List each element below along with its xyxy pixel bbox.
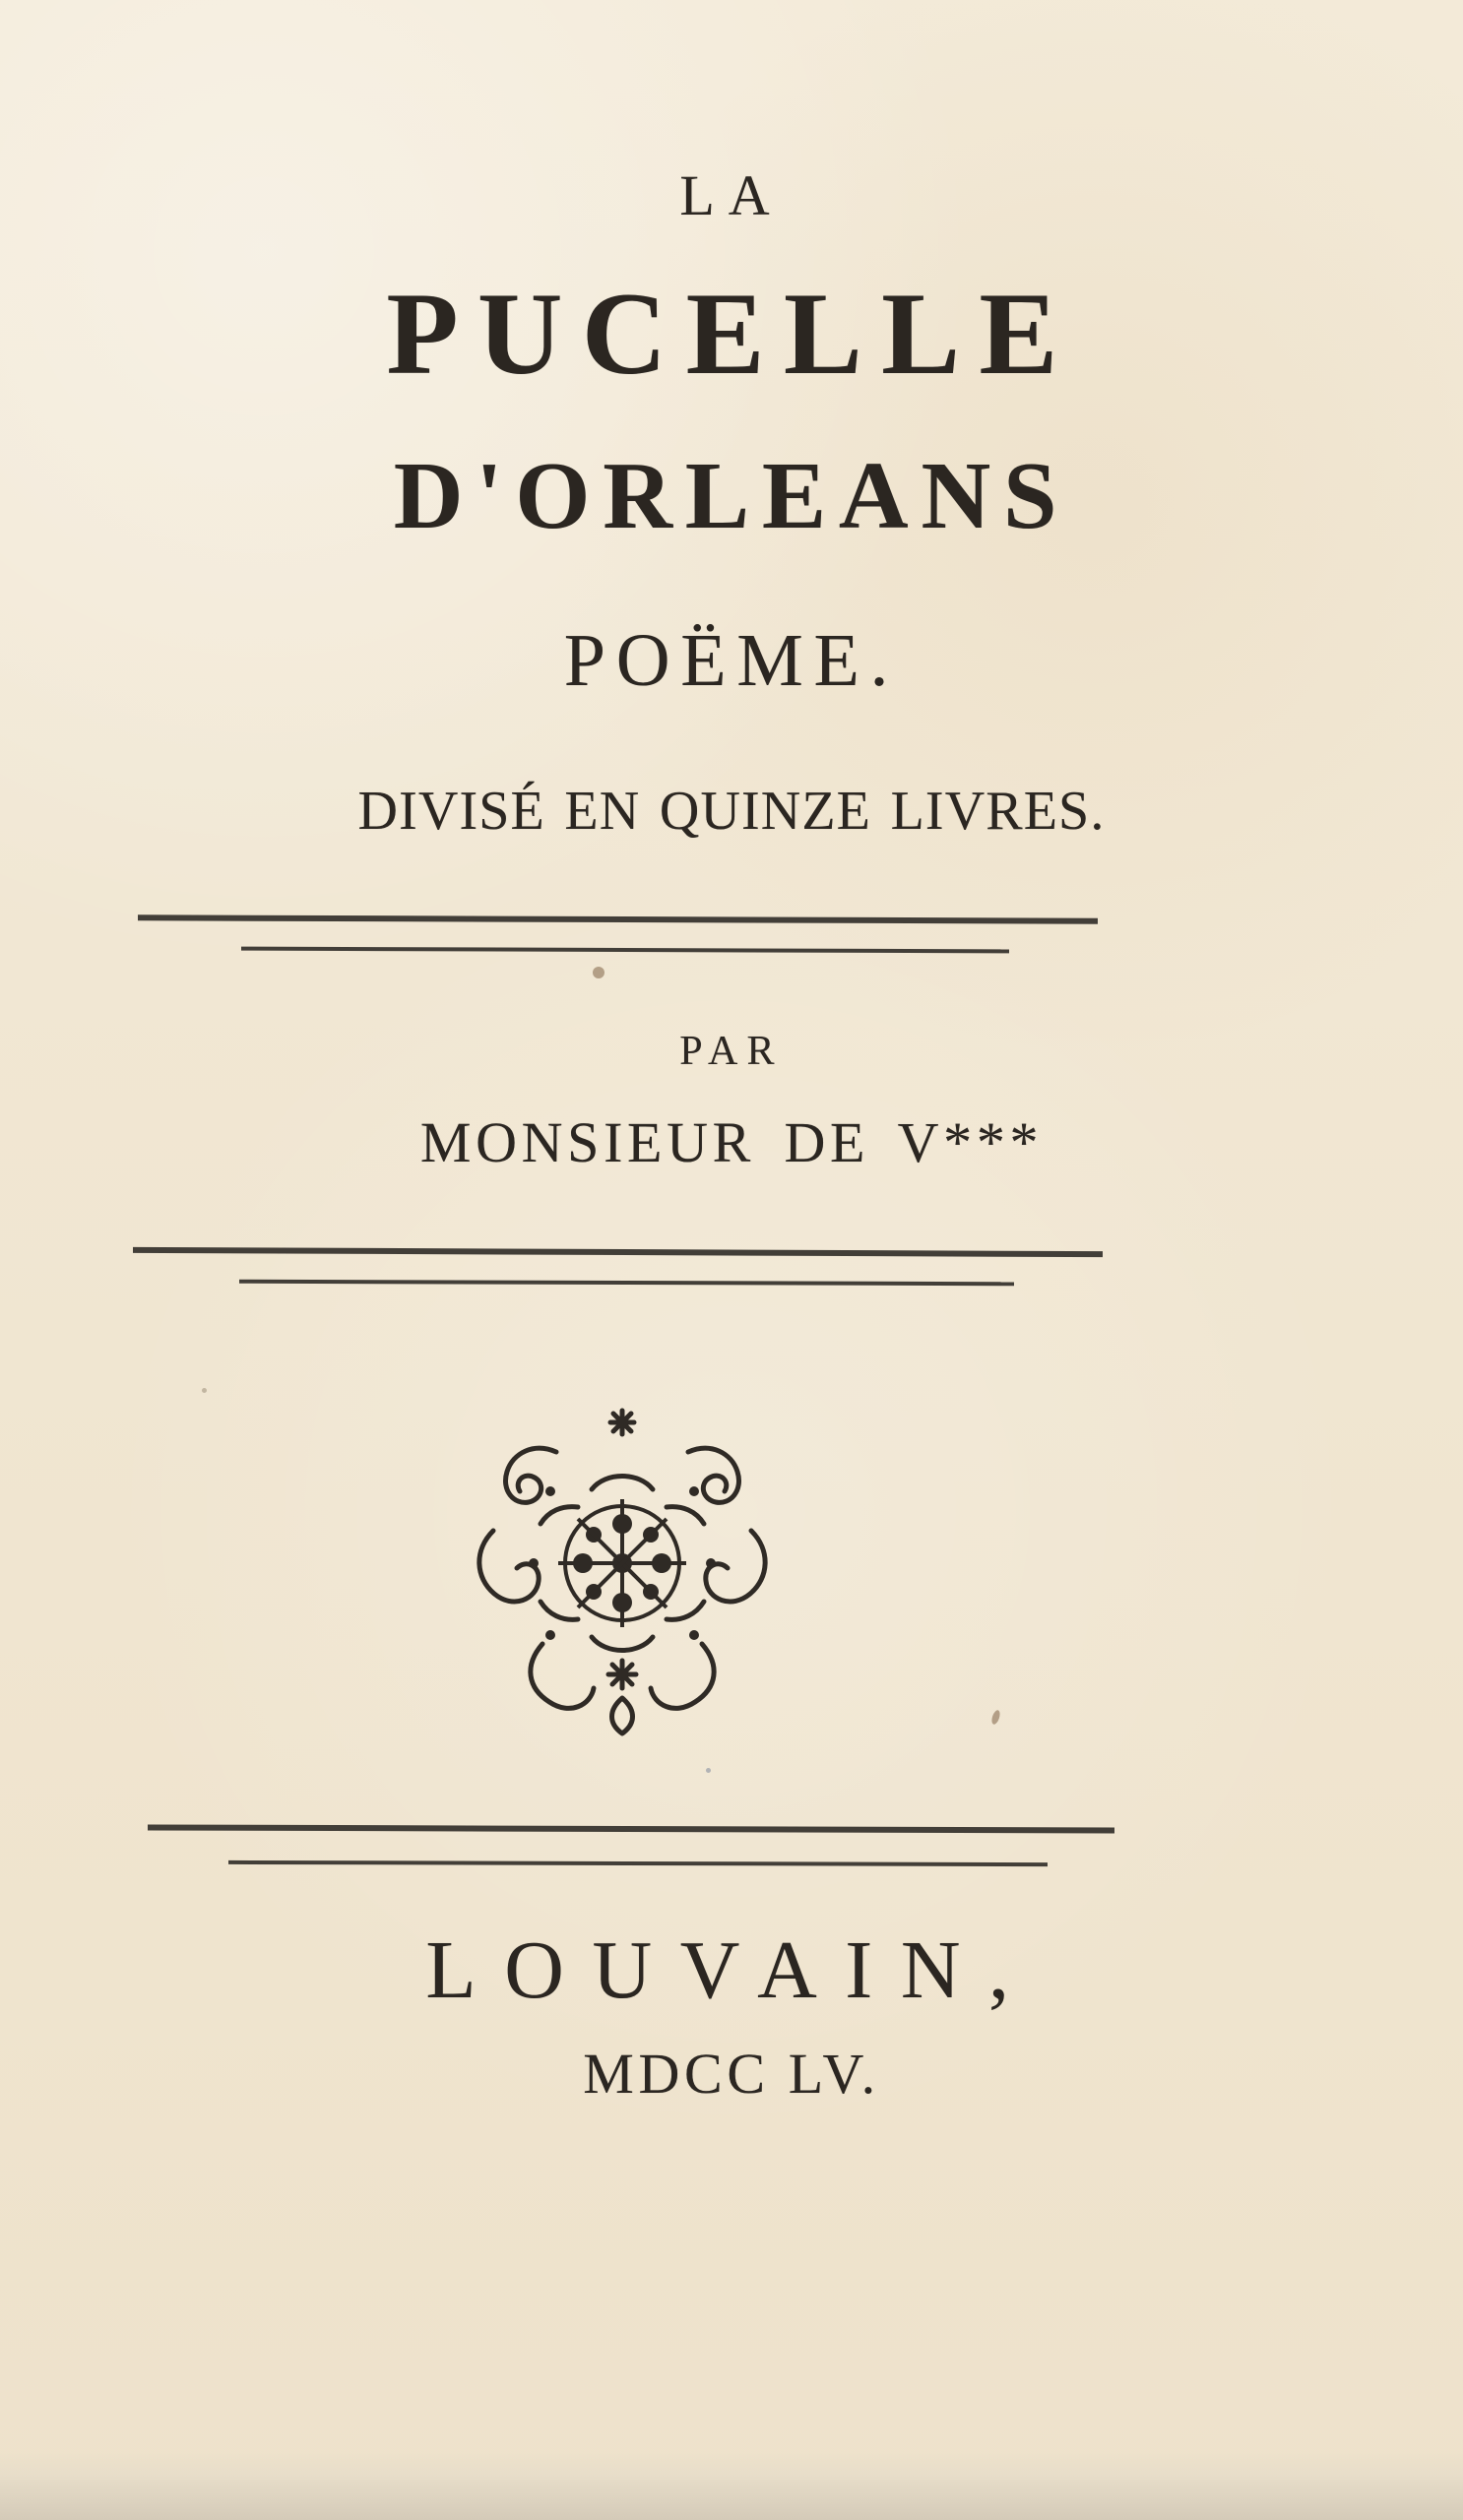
imprint-year: MDCC LV. (583, 2042, 880, 2106)
top-rule-short (241, 947, 1009, 954)
imprint-city: LOUVAIN, (425, 1924, 1038, 2016)
title-line-pucelle: PUCELLE (386, 268, 1077, 399)
subtitle-line: DIVISÉ EN QUINZE LIVRES. (357, 781, 1106, 842)
paper-spot (990, 1709, 1001, 1725)
title-line-poeme: POËME. (563, 619, 900, 702)
paper-edge (0, 2451, 1463, 2520)
bottom-rule-short (228, 1860, 1048, 1866)
author-line: MONSIEUR DE V*** (419, 1110, 1044, 1174)
printer-ornament-icon (440, 1381, 804, 1745)
bottom-rule-long (148, 1824, 1114, 1833)
paper-spot (706, 1768, 711, 1773)
title-line-la: LA (679, 163, 784, 227)
middle-rule-short (239, 1280, 1014, 1286)
paper-spot (593, 967, 604, 978)
middle-rule-long (133, 1247, 1103, 1257)
paper-spot (202, 1388, 207, 1393)
title-line-dorleans: D'ORLEANS (393, 443, 1070, 549)
top-rule-long (138, 914, 1098, 923)
byline-par: PAR (679, 1029, 784, 1074)
